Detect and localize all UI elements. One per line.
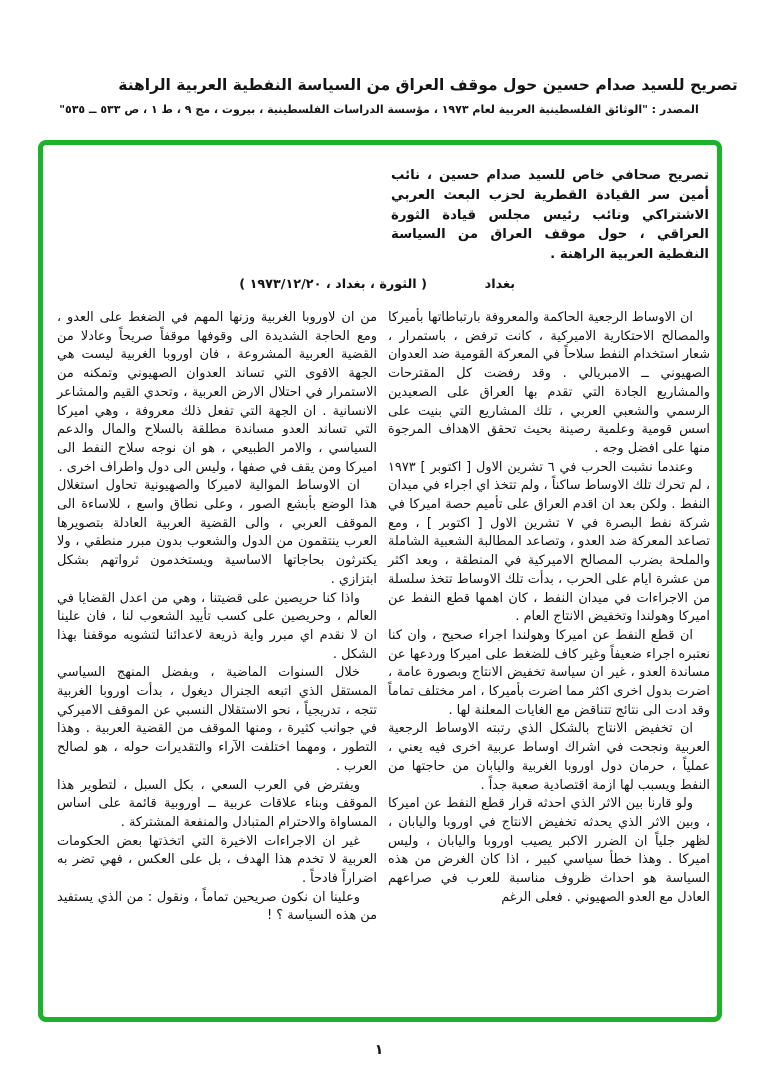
page-number: ١ [374, 1042, 384, 1058]
paragraph: ان الاوساط الرجعية الحاكمة والمعروفة بارتباطاتها بأميركا والمصالح الاحتكارية الاميركية ، كانت ترفض ، باستمرار ، شعار استخدام النفط سلاحاً في المعركة القومية ضد العدوان الصهيوني ــ الامبريالي . وقد رفضت كل المقترحات والمشاريع الجادة التي تقدم بها العراق على الصعيدين الرسمي والشعبي العربي ، تلك المشاريع التي بنيت على اسس قومية وعلمية رصينة بحيث تحقق الاهداف المرجوة منها على افضل وجه . [388, 309, 710, 456]
dateline-source-date: ( الثورة ، بغداد ، ١٩٧٣/١٢/٢٠ ) [239, 276, 427, 292]
source-citation-line: المصدر : "الوثائق الفلسطينية العربية لعام ١٩٧٣ ، مؤسسة الدراسات الفلسطينية ، بيروت ، مج ٩ ، ط ١ ، ص ٥٣٣ ــ ٥٣٥" [59, 103, 699, 116]
paragraph: وعندما نشبت الحرب في ٦ تشرين الاول [ اكتوبر ] ١٩٧٣ ، لم تحرك تلك الاوساط ساكناً ، ولم تتخذ اي اجراء في ميدان النفط . ولكن بعد ان اقدم العراق على تأميم حصة اميركا في شركة نفط البصرة في ٧ تشرين الاول [ اكتوبر ] ، ومع تصاعد المعركة ضد العدو ، وتصاعد المطالبة الشعبية الشاملة والملحة بضرب المصالح الاميركية في المنطقة ، وبعد اكثر من عشرة ايام على الحرب ، بدأت تلك الاوساط تتخذ سلسلة من الاجراءات في ميدان النفط ، كان اهمها قطع النفط عن اميركا وهولندا وتخفيض الانتاج العام . [388, 459, 711, 625]
dateline [43, 277, 717, 296]
dateline-city: بغداد [484, 276, 515, 292]
paragraph: غير ان الاجراءات الاخيرة التي اتخذتها بعض الحكومات العربية لا تخدم هذا الهدف ، بل على العكس ، فهي تضر به اضراراً فادحاً . [57, 833, 377, 887]
paragraph: ولو قارنا بين الاثر الذي احدثه قرار قطع النفط عن اميركا ، وبين الاثر الذي يحدثه تخفيض الانتاج في اوروبا واليابان ، لظهر جلياً ان الضرر الاكبر يصيب اوروبا واليابان ، وليس اميركا . وهذا خطأ سياسي كبير ، اذا كان الغرض من هذه السياسة هو احداث ظروف مناسبة للعرب في صراعهم العادل مع العدو الصهيوني . فعلى الرغم [388, 796, 710, 905]
paragraph: وعلينا ان نكون صريحين تماماً ، ونقول : من الذي يستفيد من هذه السياسة ؟ ! [57, 889, 377, 924]
paragraph: ان تخفيض الانتاج بالشكل الذي رتبته الاوساط الرجعية العربية ونجحت في اشراك اوساط عربية اخرى فيه يعني ، عملياً ، حرمان دول اوروبا الغربية واليابان من حاجتها من النفط ويسبب لها ازمة اقتصادية صعبة جداً . [388, 721, 710, 793]
column-right [388, 309, 710, 926]
column-left [57, 309, 377, 926]
statement-header: تصريح صحافي خاص للسيد صدام حسين ، نائب أمين سر القيادة القطرية لحزب البعث العربي الاشتراكي ونائب رئيس مجلس قيادة الثورة العراقي ، حول موقف العراق من السياسة النفطية العربية الراهنة . [391, 168, 709, 263]
paragraph: ان قطع النفط عن اميركا وهولندا اجراء صحيح ، وان كنا نعتبره اجراء ضعيفاً وغير كاف للضغط على اميركا وردعها عن مساندة العدو ، غير ان سياسة تخفيض الانتاج وبصورة عامة ، اضرت بدول اخرى اكثر مما اضرت بأميركا ، امر مختلف تماماً وقد ادت الى نتائج تتناقض مع الغايات المعلنة لها . [387, 627, 710, 718]
page-title: تصريح للسيد صدام حسين حول موقف العراق من السياسة النفطية العربية الراهنة [118, 76, 738, 94]
document-frame [38, 140, 722, 1022]
body-columns [50, 309, 710, 926]
paragraph: من ان لاوروبا الغربية وزنها المهم في الضغط على العدو ، ومع الحاجة الشديدة الى وقوفها موقفاً صريحاً وعادلا من القضية العربية المشروعة ، فان اوروبا الغربية ليست هي الجهة الاقوى التي تساند العدوان الصهيوني وتمكنه من الاستمرار في احتلال الارض العربية ، وتحدي القيم والمشاعر الانسانية . ان الجهة التي تفعل ذلك معروفة ، وهي اميركا التي تساند العدو مساندة مطلقة بالسلاح والمال والدعم السياسي ، والامر الطبيعي ، هو ان نوجه سلاح النفط الى اميركا ومن يقف في صفها ، وليس الى دول واطراف اخرى . [57, 309, 377, 475]
paragraph: واذا كنا حريصين على قضيتنا ، وهي من اعدل القضايا في العالم ، وحريصين على كسب تأييد الشعوب لنا ، فان علينا ان لا نقدم اي مبرر واية ذريعة لاعدائنا لتشويه موقفنا بهذا الشكل . [57, 590, 377, 662]
paragraph: خلال السنوات الماضية ، وبفضل المنهج السياسي المستقل الذي اتبعه الجنرال ديغول ، بدأت اوروبا الغربية تتجه ، تدريجياً ، نحو الاستقلال النسبي عن الموقف الاميركي في جوانب كثيرة ، ومنها الموقف من القضية العربية . وهذا التطور ، ومهما اختلفت الآراء والتقديرات حوله ، هو لصالح العرب . [57, 665, 377, 774]
paragraph: ان الاوساط الموالية لاميركا والصهيونية تحاول استغلال هذا الوضع بأبشع الصور ، وعلى نطاق واسع ، للاساءة الى الموقف العربي ، والى القضية العربية العادلة بتصويرها العرب ينتقمون من الدول والشعوب بدون مبرر منطقي ، ولا يكترثون بحاجاتها الاساسية ويستخدمون ثرواتهم بشكل ابتزازي . [57, 478, 377, 587]
paragraph: ويفترض في العرب السعي ، بكل السبل ، لتطوير هذا الموقف وبناء علاقات عربية ــ اوروبية قائمة على اساس المساواة والاحترام المتبادل والمنفعة المشتركة . [57, 777, 377, 830]
